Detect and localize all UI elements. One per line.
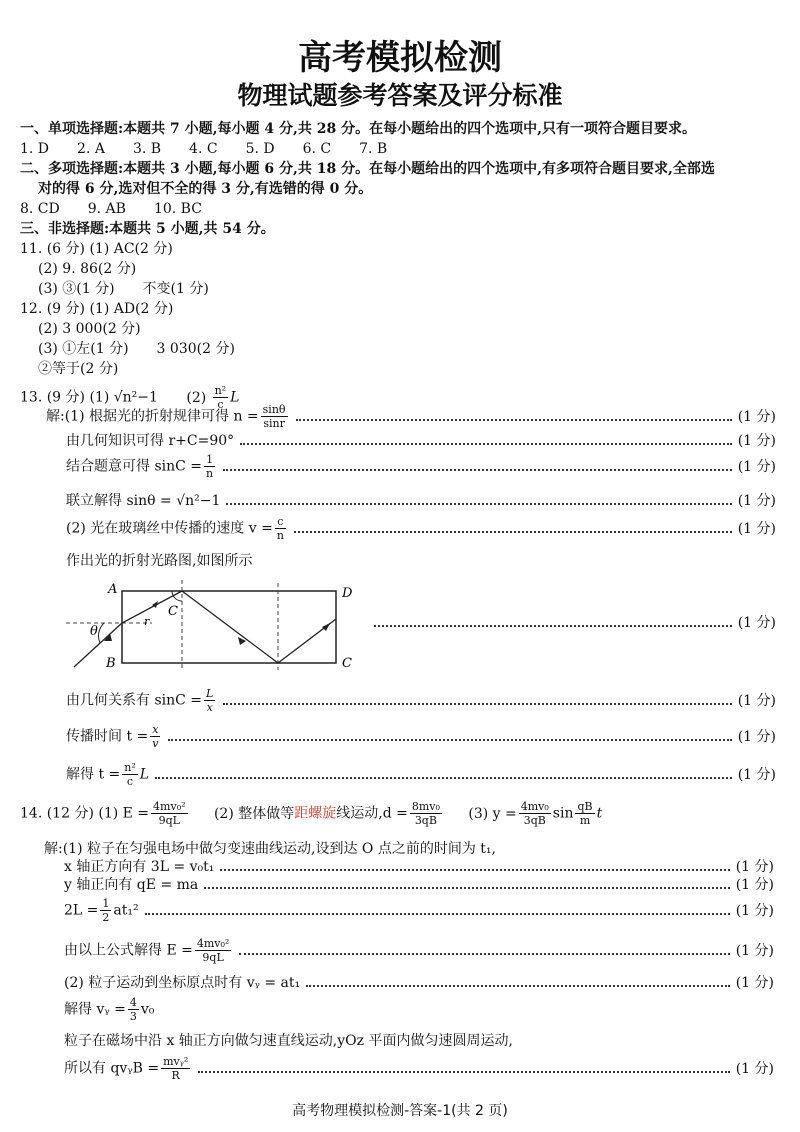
q13-step-3: 结合题意可得 sinC = $\frac{1}{n}$ (1 分) [66, 452, 776, 480]
q14-step-3: y 轴正向有 qE = ma (1 分) [64, 877, 774, 893]
fraction: $\frac{\text{8mv₀}}{3qB}$ [411, 800, 440, 827]
q13-step-9: 解得 t = $\frac{\text{n²}}{c}$ L (1 分) [66, 760, 776, 788]
q11-line-3: (3) ③(1 分) 不变(1 分) [38, 281, 209, 297]
q14-step-5: 由以上公式解得 E = $\frac{\text{4mv₀²}}{9qL}$ (1 分) [64, 936, 774, 964]
fraction: $\frac{1}{2}$ [102, 896, 110, 924]
label-C: C [342, 656, 352, 671]
page-title: 高考模拟检测 [298, 38, 502, 78]
label-B: B [106, 656, 116, 671]
q14-step-4: 2L = $\frac{1}{2}$ at₁² (1 分) [64, 896, 774, 924]
reflected-ray-1 [182, 591, 278, 663]
q13-step-2: 由几何知识可得 r+C=90° (1 分) [66, 433, 776, 449]
section-2-heading-line-2: 对的得 6 分,选对但不全的得 3 分,有选错的得 0 分。 [38, 181, 373, 197]
fraction: $\frac{\text{n²}}{c}$ [124, 760, 136, 788]
q13-step-8: 传播时间 t = $\frac{x}{v}$ (1 分) [66, 722, 776, 750]
fraction: $\frac{L}{x}$ [206, 686, 214, 714]
fraction: $\frac{\sin\theta}{\sin r}$ [262, 402, 286, 430]
q12-line-3: (3) ①左(1 分) 3 030(2 分) [38, 341, 235, 357]
q14-step-9: 所以有 qvᵧB = $\frac{\text{mvᵧ²}}{R}$ (1 分) [64, 1054, 774, 1082]
q13-step-5: (2) 光在玻璃丝中传播的速度 v = $\frac{c}{n}$ (1 分) [66, 514, 776, 542]
arrow-icon [322, 623, 330, 631]
q14-step-2: x 轴正方向有 3L = v₀t₁ (1 分) [64, 859, 774, 875]
q14-step-7: 解得 vᵧ = $\frac{4}{3}$ v₀ [64, 996, 155, 1023]
label-C-angle: C [168, 604, 178, 619]
section-1-answers: 1. D 2. A 3. B 4. C 5. D 6. C 7. B [20, 141, 388, 157]
section-3-heading: 三、非选择题:本题共 5 小题,共 54 分。 [20, 221, 275, 237]
page-footer: 高考物理模拟检测-答案-1(共 2 页) [292, 1103, 508, 1119]
q11-line-1: 11. (6 分) (1) AC(2 分) [20, 241, 173, 257]
fraction: $\frac{x}{v}$ [152, 722, 159, 750]
arrow-icon [104, 633, 112, 641]
q14-heading: 14. (12 分) (1) E = $\frac{\text{4mv₀²}}{9qL}$ (2) 整体做等距螺旋线运动,d = $\frac{\text{8mv₀}}{3qB}$ (3) y = $\frac{\text{4mv₀}}{3qB}$ sin $\frac{qB}{m}$ t [20, 800, 603, 827]
q13-step-4: 联立解得 sinθ = √n²−1 (1 分) [66, 493, 776, 509]
label-r: r [144, 615, 150, 628]
score-label: (1 分) [737, 409, 776, 425]
q12-line-2: (2) 3 000(2 分) [38, 321, 141, 337]
fraction: $\frac{c}{n}$ [276, 514, 284, 542]
section-1-heading: 一、单项选择题:本题共 7 小题,每小题 4 分,共 28 分。在每小题给出的四个选项中,只有一项符合题目要求。 [20, 121, 696, 137]
q13-diagram-score: (1 分) [368, 612, 776, 632]
fraction: $\frac{1}{n}$ [206, 452, 214, 480]
section-2-heading-line-1: 二、多项选择题:本题共 3 小题,每小题 6 分,共 18 分。在每小题给出的四个选项中,有多项符合题目要求,全部选 [20, 161, 715, 177]
fraction: $\frac{\text{n²}}{c}$ [214, 384, 227, 411]
refraction-diagram [60, 575, 380, 675]
fraction: $\frac{qB}{m}$ [577, 800, 593, 827]
q14-step-1: 解:(1) 粒子在匀强电场中做匀变速曲线运动,设到达 O 点之前的时间为 t₁, [44, 841, 496, 857]
label-A: A [108, 582, 118, 597]
q13-heading: 13. (9 分) (1) √n²−1 (2) $\frac{\text{n²}}{c}$ L [20, 384, 240, 411]
label-D: D [342, 586, 353, 601]
fraction: $\frac{\text{4mv₀}}{3qB}$ [520, 800, 549, 827]
q11-line-2: (2) 9. 86(2 分) [38, 261, 137, 277]
fraction: $\frac{\text{4mv₀²}}{9qL}$ [153, 800, 186, 827]
label-theta: θ [90, 624, 98, 639]
page-subtitle: 物理试题参考答案及评分标准 [237, 81, 563, 110]
q12-line-4: ②等于(2 分) [38, 361, 119, 377]
q13-step-7: 由几何关系有 sinC = $\frac{L}{x}$ (1 分) [66, 686, 776, 714]
q14-step-8: 粒子在磁场中沿 x 轴正方向做匀速直线运动,yOz 平面内做匀速圆周运动, [64, 1033, 513, 1049]
q13-step-1: 解:(1) 根据光的折射规律可得 n = $\frac{\sin\theta}{\sin r}$ (1 分) [46, 402, 776, 430]
fraction: $\frac{\text{4mv₀²}}{9qL}$ [196, 936, 230, 964]
q12-line-1: 12. (9 分) (1) AD(2 分) [20, 301, 174, 317]
fraction: $\frac{4}{3}$ [129, 996, 137, 1023]
fraction: $\frac{\text{mvᵧ²}}{R}$ [163, 1054, 189, 1082]
q13-step-6: 作出光的折射光路图,如图所示 [66, 553, 253, 569]
section-2-answers: 8. CD 9. AB 10. BC [20, 201, 202, 217]
q14-step-6: (2) 粒子运动到坐标原点时有 vᵧ = at₁ (1 分) [64, 975, 774, 991]
